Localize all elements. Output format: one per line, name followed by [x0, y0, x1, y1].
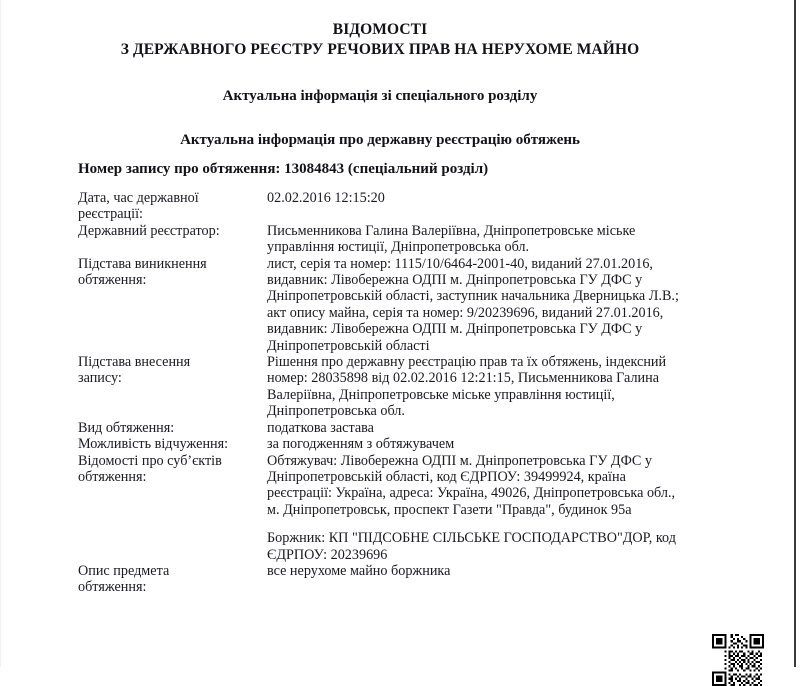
field-value-line: все нерухоме майно боржника: [267, 562, 451, 579]
field-label-line: обтяження:: [78, 468, 147, 485]
fields-table-body: [78, 190, 746, 596]
field-label-line: запису:: [78, 370, 122, 387]
section-subtitle-encumbrance-registration: Актуальна інформація про державну реєстрацію обтяжень: [180, 132, 580, 148]
field-value-line: номер: 28035898 від 02.02.2016 12:21:15, Письменникова Галина: [267, 370, 660, 387]
field-label: [78, 190, 267, 223]
field-row: [78, 453, 746, 563]
field-row: [78, 190, 746, 223]
document-title-line-2: З ДЕРЖАВНОГО РЕЄСТРУ РЕЧОВИХ ПРАВ НА НЕРУХОМЕ МАЙНО: [120, 41, 640, 58]
field-label-line: Можливість відчуження:: [78, 436, 229, 453]
field-value-line: лист, серія та номер: 1115/10/6464-2001-40, виданий 27.01.2016,: [267, 255, 653, 272]
field-value-line: управління юстиції, Дніпропетровська обл.: [267, 239, 530, 256]
field-value-line: за погодженням з обтяжувачем: [267, 436, 455, 453]
field-value-line: Дніпропетровській області: [267, 337, 430, 354]
field-value-line: ЄДРПОУ: 20239696: [267, 546, 388, 563]
qr-code-icon: [712, 634, 764, 686]
field-label: [78, 354, 267, 420]
field-label: [78, 256, 267, 354]
field-label: [78, 453, 267, 563]
field-value: [267, 190, 746, 223]
field-row: [78, 563, 746, 596]
field-value-line: видавник: Лівобережна ОДПІ м. Дніпропетровська ГУ ДФС у: [267, 272, 643, 289]
field-row: [78, 436, 746, 452]
field-value: [267, 436, 746, 452]
field-value-line: видавник: Лівобережна ОДПІ м. Дніпропетровська ГУ ДФС у: [267, 321, 643, 338]
field-row: [78, 354, 746, 420]
field-value-paragraph: [267, 530, 746, 563]
field-value-paragraph: [267, 256, 746, 354]
field-value-paragraph: [267, 563, 746, 579]
field-value-line: Дніпропетровська обл.: [267, 403, 405, 420]
field-label-line: Опис предмета: [78, 562, 170, 579]
field-row: [78, 256, 746, 354]
field-row: [78, 223, 746, 256]
field-value-line: акт опису майна, серія та номер: 9/20239696, виданий 27.01.2016,: [267, 304, 664, 321]
field-label-line: реєстрації:: [78, 206, 143, 223]
record-number-heading: Номер запису про обтяження: 13084843 (спеціальний розділ): [78, 161, 489, 177]
field-value: [267, 563, 746, 596]
field-value-line: 02.02.2016 12:15:20: [267, 190, 385, 206]
field-value-line: Рішення про державну реєстрацію прав та їх обтяжень, індексний: [267, 354, 667, 371]
field-value-line: Боржник: КП "ПІДСОБНЕ СІЛЬСЬКЕ ГОСПОДАРСТВО"ДОР, код: [267, 530, 676, 547]
field-value: [267, 223, 746, 256]
field-label-line: обтяження:: [78, 579, 147, 596]
field-label: [78, 563, 267, 596]
field-value-paragraph: [267, 190, 746, 206]
document-title-line-1: ВІДОМОСТІ: [332, 21, 428, 38]
field-label: [78, 223, 267, 256]
field-value-line: м. Дніпропетровськ, проспект Газети "Правда", будинок 95а: [267, 501, 632, 518]
field-value-paragraph: [267, 354, 746, 420]
field-label: [78, 420, 267, 436]
field-value: [267, 256, 746, 354]
field-label: [78, 436, 267, 452]
fields-table: [78, 190, 746, 596]
field-label-line: Вид обтяження:: [78, 419, 175, 436]
field-value-paragraph: [267, 453, 746, 519]
field-label-line: Підстава внесення: [78, 354, 191, 371]
field-label-line: Дата, час державної: [78, 190, 199, 206]
field-value-line: Валеріївна, Дніпропетровське міське управління юстиції,: [267, 386, 615, 403]
section-subtitle-actual-info: Актуальна інформація зі спеціального розділу: [222, 88, 538, 104]
page-right-edge-rule: [794, 0, 796, 667]
field-value-line: податкова застава: [267, 419, 374, 436]
field-value-paragraph: [267, 223, 746, 256]
document-title-block: [0, 0, 760, 60]
field-value: [267, 453, 746, 563]
field-label-line: Відомості про суб’єктів: [78, 452, 222, 469]
field-label-line: обтяження:: [78, 272, 147, 289]
field-value: [267, 354, 746, 420]
field-value-line: Дніпропетровській області, код ЄДРПОУ: 39499924, країна: [267, 468, 626, 485]
field-value-line: реєстрації: Україна, адреса: Україна, 49026, Дніпропетровська обл.,: [267, 485, 676, 502]
field-value-line: Письменникова Галина Валеріївна, Дніпропетровське міське: [267, 222, 636, 239]
field-label-line: Державний реєстратор:: [78, 222, 220, 239]
field-value-paragraph: [267, 420, 746, 436]
field-value-line: Дніпропетровській області, заступник начальника Дверницька Л.В.;: [267, 288, 679, 305]
field-label-line: Підстава виникнення: [78, 255, 207, 272]
field-row: [78, 420, 746, 436]
field-value: [267, 420, 746, 436]
field-value-paragraph: [267, 436, 746, 452]
field-value-line: Обтяжувач: Лівобережна ОДПІ м. Дніпропетровська ГУ ДФС у: [267, 452, 652, 469]
